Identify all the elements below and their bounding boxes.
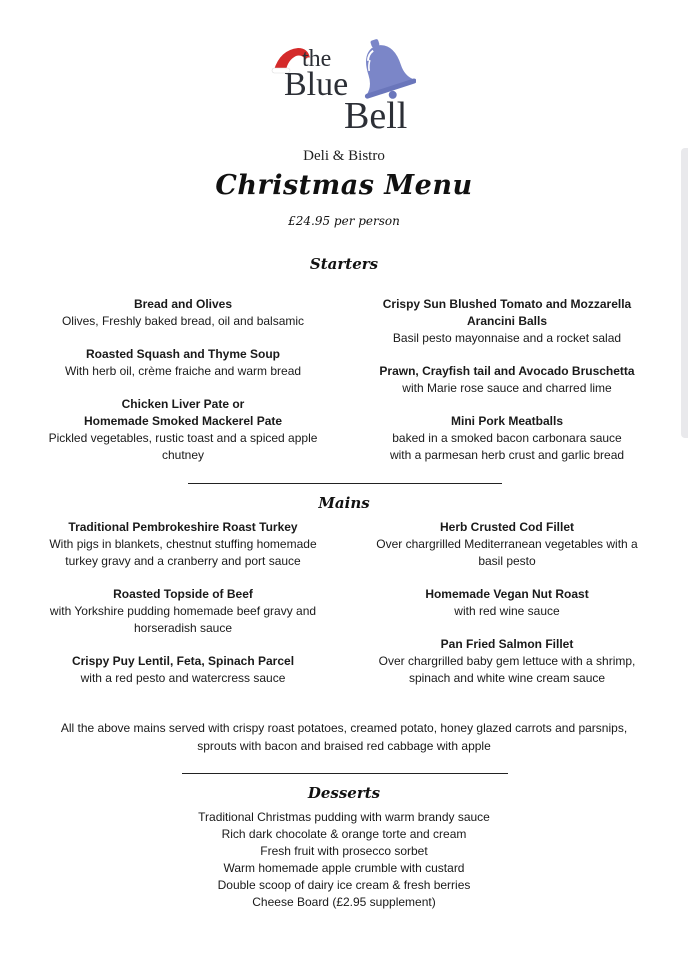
item-name: Pan Fried Salmon Fillet [440, 637, 574, 651]
section-divider [188, 483, 502, 484]
item-description: With pigs in blankets, chestnut stuffing homemade turkey gravy and a cranberry and port sauce [49, 537, 317, 568]
desserts-heading: Desserts [307, 784, 381, 802]
menu-item [20, 296, 346, 330]
venue-subtitle: Deli & Bistro [303, 148, 385, 164]
mains-note: All the above mains served with crispy roast potatoes, creamed potato, honey glazed carrots and parsnips, sprouts with bacon and braised red cabbage with apple [60, 721, 628, 753]
mains-left-column [20, 519, 346, 703]
item-description: Pickled vegetables, rustic toast and a spiced apple chutney [48, 431, 318, 462]
dessert-item: Cheese Board (£2.95 supplement) [252, 895, 436, 909]
item-name: Crispy Sun Blushed Tomato and Mozzarella Arancini Balls [382, 297, 632, 328]
menu-price: £24.95 per person [288, 214, 400, 228]
item-description: with a red pesto and watercress sauce [80, 671, 286, 685]
item-description: Olives, Freshly baked bread, oil and balsamic [61, 314, 305, 328]
item-name: Homemade Vegan Nut Roast [425, 587, 589, 601]
dessert-item: Rich dark chocolate & orange torte and cream [221, 827, 467, 841]
menu-item [344, 586, 670, 620]
starters-left-column [20, 296, 346, 480]
item-description: baked in a smoked bacon carbonara sauce with a parmesan herb crust and garlic bread [389, 431, 625, 462]
mains-right-column [344, 519, 670, 703]
blue-bell-logo [268, 36, 418, 136]
starters-right-column [344, 296, 670, 480]
starters-heading: Starters [309, 255, 379, 273]
menu-item [20, 396, 346, 464]
menu-item [344, 413, 670, 464]
dessert-item: Fresh fruit with prosecco sorbet [260, 844, 428, 858]
item-description: Over chargrilled baby gem lettuce with a shrimp, spinach and white wine cream sauce [378, 654, 636, 685]
item-name: Herb Crusted Cod Fillet [439, 520, 574, 534]
logo-word-blue: Blue [284, 66, 349, 103]
menu-item [344, 636, 670, 687]
dessert-item: Warm homemade apple crumble with custard [223, 861, 465, 875]
item-name: Mini Pork Meatballs [450, 414, 564, 428]
item-description: with Marie rose sauce and charred lime [402, 381, 612, 395]
desserts-list [0, 809, 688, 911]
item-description: With herb oil, crème fraiche and warm bread [64, 364, 302, 378]
logo-word-the: the [302, 46, 332, 72]
item-name: Roasted Squash and Thyme Soup [85, 347, 281, 361]
item-name: Crispy Puy Lentil, Feta, Spinach Parcel [71, 654, 295, 668]
menu-item [344, 296, 670, 347]
item-description: Over chargrilled Mediterranean vegetables with a basil pesto [376, 537, 638, 568]
item-name: Roasted Topside of Beef [113, 587, 253, 601]
item-name: Bread and Olives [133, 297, 233, 311]
menu-title: Christmas Menu [215, 170, 473, 201]
section-divider [182, 773, 508, 774]
item-description: with red wine sauce [454, 604, 560, 618]
logo-word-bell: Bell [344, 95, 408, 137]
item-name: Prawn, Crayfish tail and Avocado Bruschetta [379, 364, 635, 378]
menu-item [20, 346, 346, 380]
menu-item [20, 519, 346, 570]
mains-heading: Mains [318, 494, 370, 512]
dessert-item: Traditional Christmas pudding with warm brandy sauce [198, 810, 490, 824]
item-name: Traditional Pembrokeshire Roast Turkey [68, 520, 298, 534]
menu-item [20, 586, 346, 637]
item-description: with Yorkshire pudding homemade beef gravy and horseradish sauce [49, 604, 317, 635]
menu-item [20, 653, 346, 687]
item-description: Basil pesto mayonnaise and a rocket salad [392, 331, 622, 345]
item-name: Chicken Liver Pate or Homemade Smoked Mackerel Pate [83, 397, 283, 428]
dessert-item: Double scoop of dairy ice cream & fresh berries [217, 878, 471, 892]
menu-item [344, 519, 670, 570]
menu-item [344, 363, 670, 397]
